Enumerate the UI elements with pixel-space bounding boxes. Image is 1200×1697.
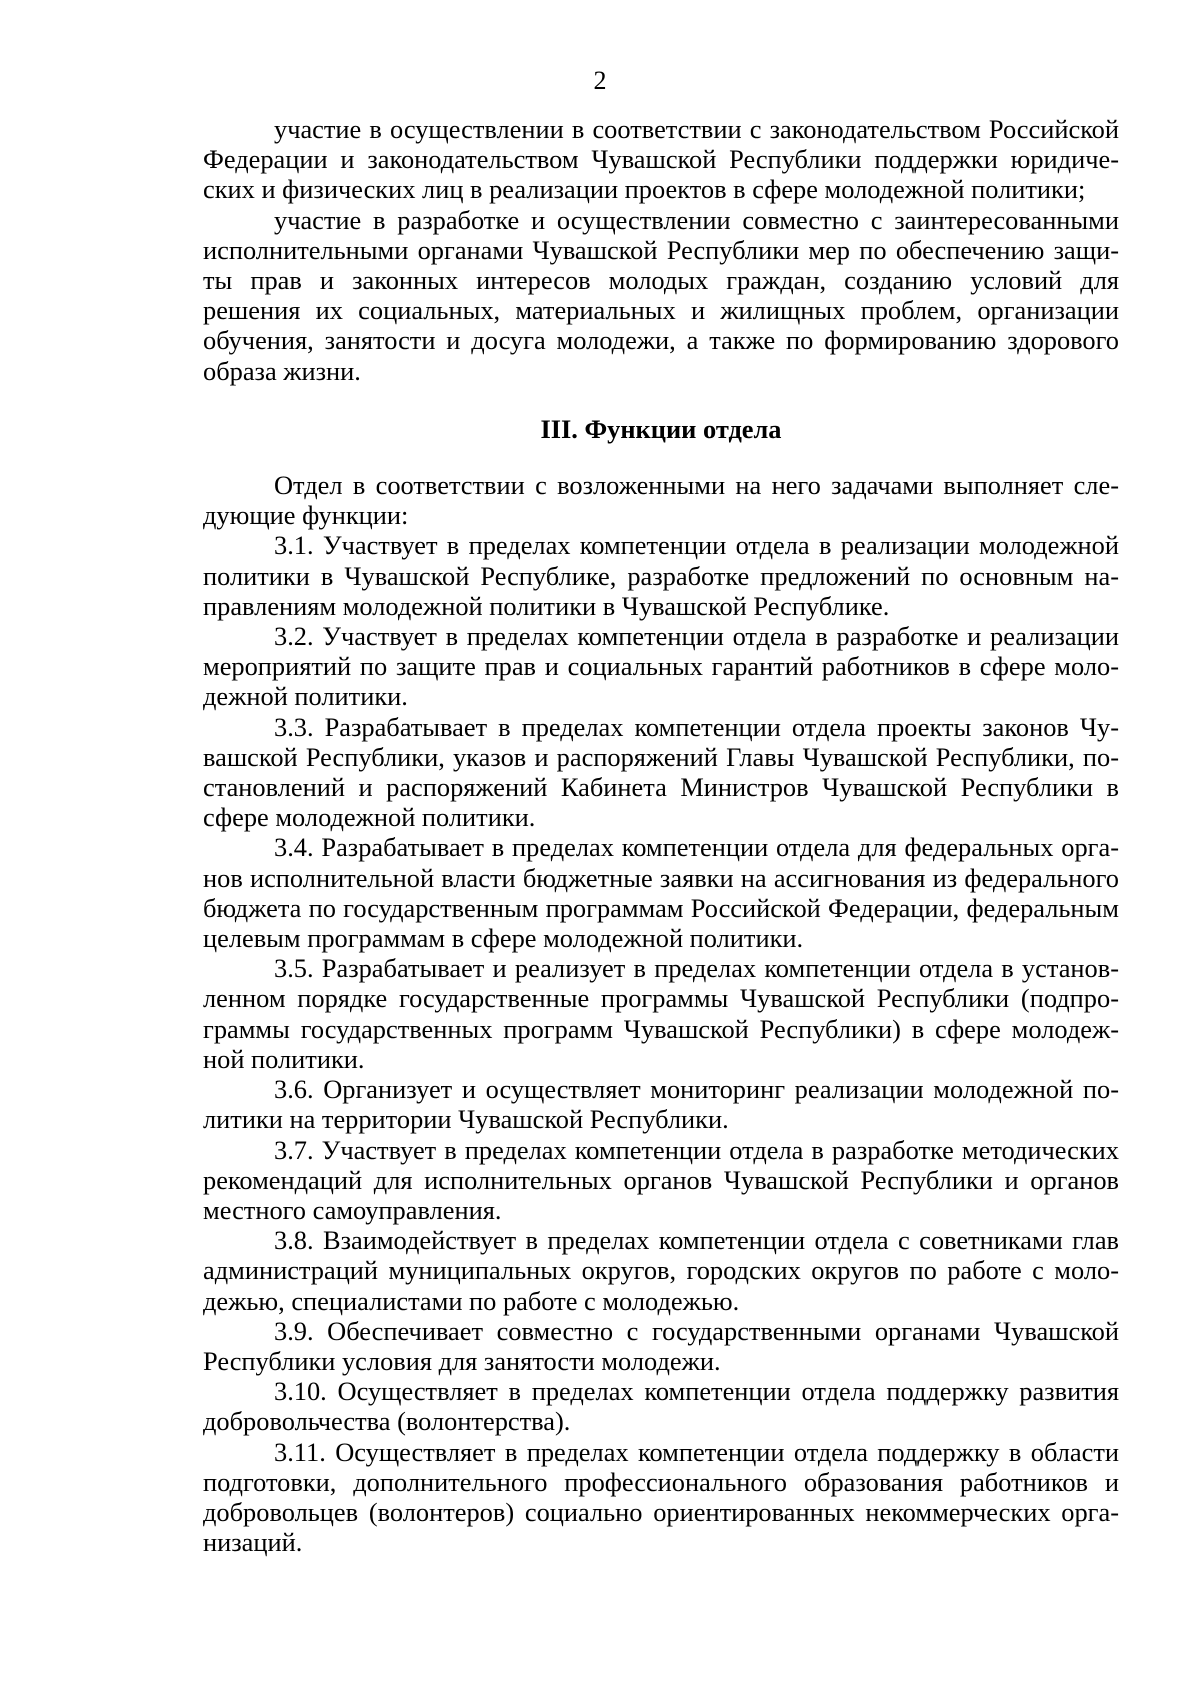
function-item: 3.5. Разрабатывает и реализует в пределах компетенции отдела в установленном порядке государственные программы Чувашской Республики (подпрограммы государственных программ Чувашской Республики) в сфере молодежной политики. <box>203 953 1119 1074</box>
document-body <box>203 114 1119 1557</box>
section-intro: Отдел в соответствии с возложенными на него задачами выполняет следующие функции: <box>203 470 1119 531</box>
intro-paragraph-2: участие в разработке и осуществлении совместно с заинтересованными исполнительными органами Чувашской Республики мер по обеспечению защиты прав и законных интересов молодых граждан, созданию условий для решения их социальных, материальных и жилищных проблем, организации обучения, занятости и досуга молодежи, а также по формированию здорового образа жизни. <box>203 204 1119 386</box>
intro-paragraph-1: участие в осуществлении в соответствии с законодательством Российской Федерации и законодательством Чувашской Республики поддержки юридических и физических лиц в реализации проектов в сфере молодежной политики; <box>203 114 1119 205</box>
function-item: 3.8. Взаимодействует в пределах компетенции отдела с советниками глав администраций муниципальных округов, городских округов по работе с молодежью, специалистами по работе с молодежью. <box>203 1225 1119 1316</box>
page-number: 2 <box>593 66 607 95</box>
function-item: 3.2. Участвует в пределах компетенции отдела в разработке и реализации мероприятий по защите прав и социальных гарантий работников в сфере молодежной политики. <box>203 621 1119 712</box>
section-heading: III. Функции отдела <box>540 413 782 444</box>
function-item: 3.9. Обеспечивает совместно с государственными органами Чувашской Республики условия для занятости молодежи. <box>203 1315 1119 1376</box>
function-item: 3.6. Организует и осуществляет мониторинг реализации молодежной политики на территории Чувашской Республики. <box>203 1074 1119 1135</box>
function-item: 3.7. Участвует в пределах компетенции отдела в разработке методических рекомендаций для исполнительных органов Чувашской Республики и органов местного самоуправления. <box>203 1134 1119 1225</box>
function-item: 3.4. Разрабатывает в пределах компетенции отдела для федеральных органов исполнительной власти бюджетные заявки на ассигнования из федерального бюджета по государственным программам Российской Федерации, федеральным целевым программам в сфере молодежной политики. <box>203 832 1119 954</box>
function-item: 3.10. Осуществляет в пределах компетенции отдела поддержку развития добровольчества (волонтерства). <box>203 1376 1119 1437</box>
function-item: 3.3. Разрабатывает в пределах компетенции отдела проекты законов Чувашской Республики, указов и распоряжений Главы Чувашской Республики, постановлений и распоряжений Кабинета Министров Чувашской Республики в сфере молодежной политики. <box>203 711 1119 833</box>
function-item: 3.11. Осуществляет в пределах компетенции отдела поддержку в области подготовки, дополнительного профессионального образования работников и добровольцев (волонтеров) социально ориентированных некоммерческих организаций. <box>203 1436 1119 1558</box>
function-item: 3.1. Участвует в пределах компетенции отдела в реализации молодежной политики в Чувашской Республике, разработке предложений по основным направлениям молодежной политики в Чувашской Республике. <box>203 530 1119 621</box>
